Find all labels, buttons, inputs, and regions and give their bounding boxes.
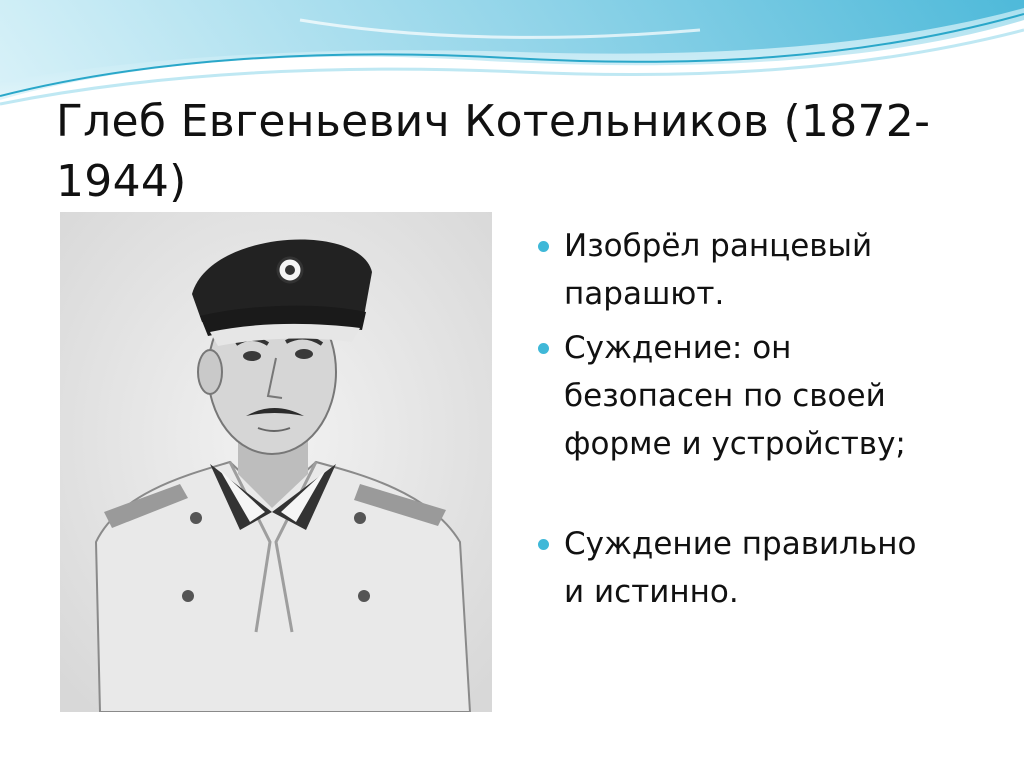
slide-title: Глеб Евгеньевич Котельников (1872- 1944): [56, 96, 931, 207]
bullet-dot-icon: [538, 343, 549, 354]
bullet-dot-icon: [538, 241, 549, 252]
bullet-item-judgement: [532, 324, 1002, 468]
bullet-item-invention: [532, 222, 1002, 318]
bullet-item-conclusion: [532, 520, 1002, 616]
bullet-list: [532, 222, 1002, 616]
bullet-text: Суждение правильно и истинно.: [564, 526, 917, 610]
bullet-text: Изобрёл ранцевый парашют.: [564, 228, 873, 312]
bullet-text: Суждение: он безопасен по своей форме и устройству;: [564, 330, 906, 462]
bullet-dot-icon: [538, 539, 549, 550]
portrait-photo: [60, 212, 492, 712]
